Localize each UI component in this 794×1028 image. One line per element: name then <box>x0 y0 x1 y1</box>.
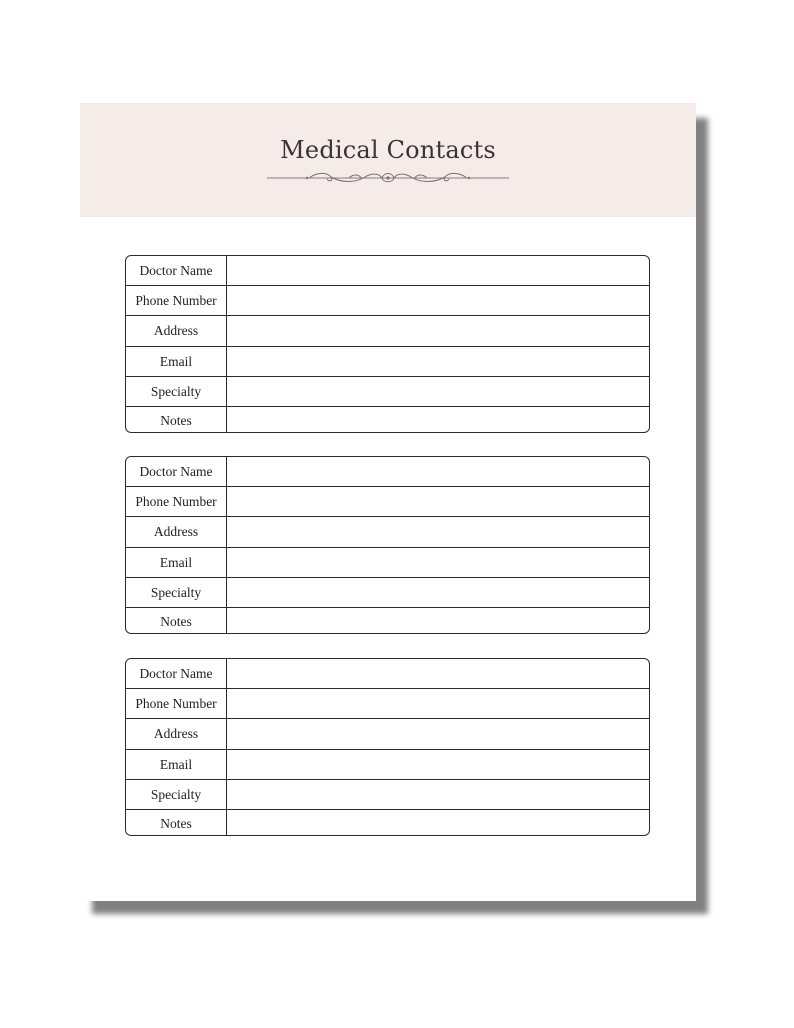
table-row <box>126 256 649 285</box>
row-label: Doctor Name <box>126 457 227 486</box>
table-row <box>126 376 649 406</box>
table-row <box>126 688 649 718</box>
page-title: Medical Contacts <box>280 136 496 164</box>
row-label: Address <box>126 316 227 346</box>
doctor-name-field[interactable] <box>227 256 649 285</box>
row-label: Specialty <box>126 780 227 809</box>
row-label: Address <box>126 719 227 749</box>
row-label: Email <box>126 750 227 779</box>
doctor-name-field[interactable] <box>227 659 649 688</box>
address-field[interactable] <box>227 517 649 547</box>
table-row <box>126 779 649 809</box>
contact-table-2 <box>125 456 650 634</box>
notes-field[interactable] <box>227 608 649 634</box>
row-label: Doctor Name <box>126 659 227 688</box>
row-label: Phone Number <box>126 286 227 315</box>
table-row <box>126 346 649 376</box>
row-label: Notes <box>126 810 227 836</box>
doctor-name-field[interactable] <box>227 457 649 486</box>
phone-number-field[interactable] <box>227 487 649 516</box>
table-row <box>126 547 649 577</box>
table-row <box>126 315 649 346</box>
email-field[interactable] <box>227 750 649 779</box>
row-label: Email <box>126 347 227 376</box>
contact-table-1 <box>125 255 650 433</box>
specialty-field[interactable] <box>227 780 649 809</box>
row-label: Notes <box>126 407 227 433</box>
table-row <box>126 457 649 486</box>
table-row <box>126 718 649 749</box>
notes-field[interactable] <box>227 810 649 836</box>
contact-table-3 <box>125 658 650 836</box>
table-row <box>126 406 649 433</box>
specialty-field[interactable] <box>227 377 649 406</box>
flourish-divider-icon <box>267 169 509 185</box>
row-label: Email <box>126 548 227 577</box>
row-label: Specialty <box>126 377 227 406</box>
planner-page <box>80 103 696 901</box>
page-header <box>80 103 696 217</box>
row-label: Specialty <box>126 578 227 607</box>
address-field[interactable] <box>227 316 649 346</box>
phone-number-field[interactable] <box>227 286 649 315</box>
table-row <box>126 749 649 779</box>
email-field[interactable] <box>227 548 649 577</box>
table-row <box>126 577 649 607</box>
phone-number-field[interactable] <box>227 689 649 718</box>
row-label: Address <box>126 517 227 547</box>
table-row <box>126 607 649 634</box>
table-row <box>126 285 649 315</box>
table-row <box>126 516 649 547</box>
row-label: Notes <box>126 608 227 634</box>
table-row <box>126 486 649 516</box>
specialty-field[interactable] <box>227 578 649 607</box>
table-row <box>126 809 649 836</box>
table-row <box>126 659 649 688</box>
row-label: Phone Number <box>126 487 227 516</box>
row-label: Phone Number <box>126 689 227 718</box>
row-label: Doctor Name <box>126 256 227 285</box>
email-field[interactable] <box>227 347 649 376</box>
address-field[interactable] <box>227 719 649 749</box>
notes-field[interactable] <box>227 407 649 433</box>
